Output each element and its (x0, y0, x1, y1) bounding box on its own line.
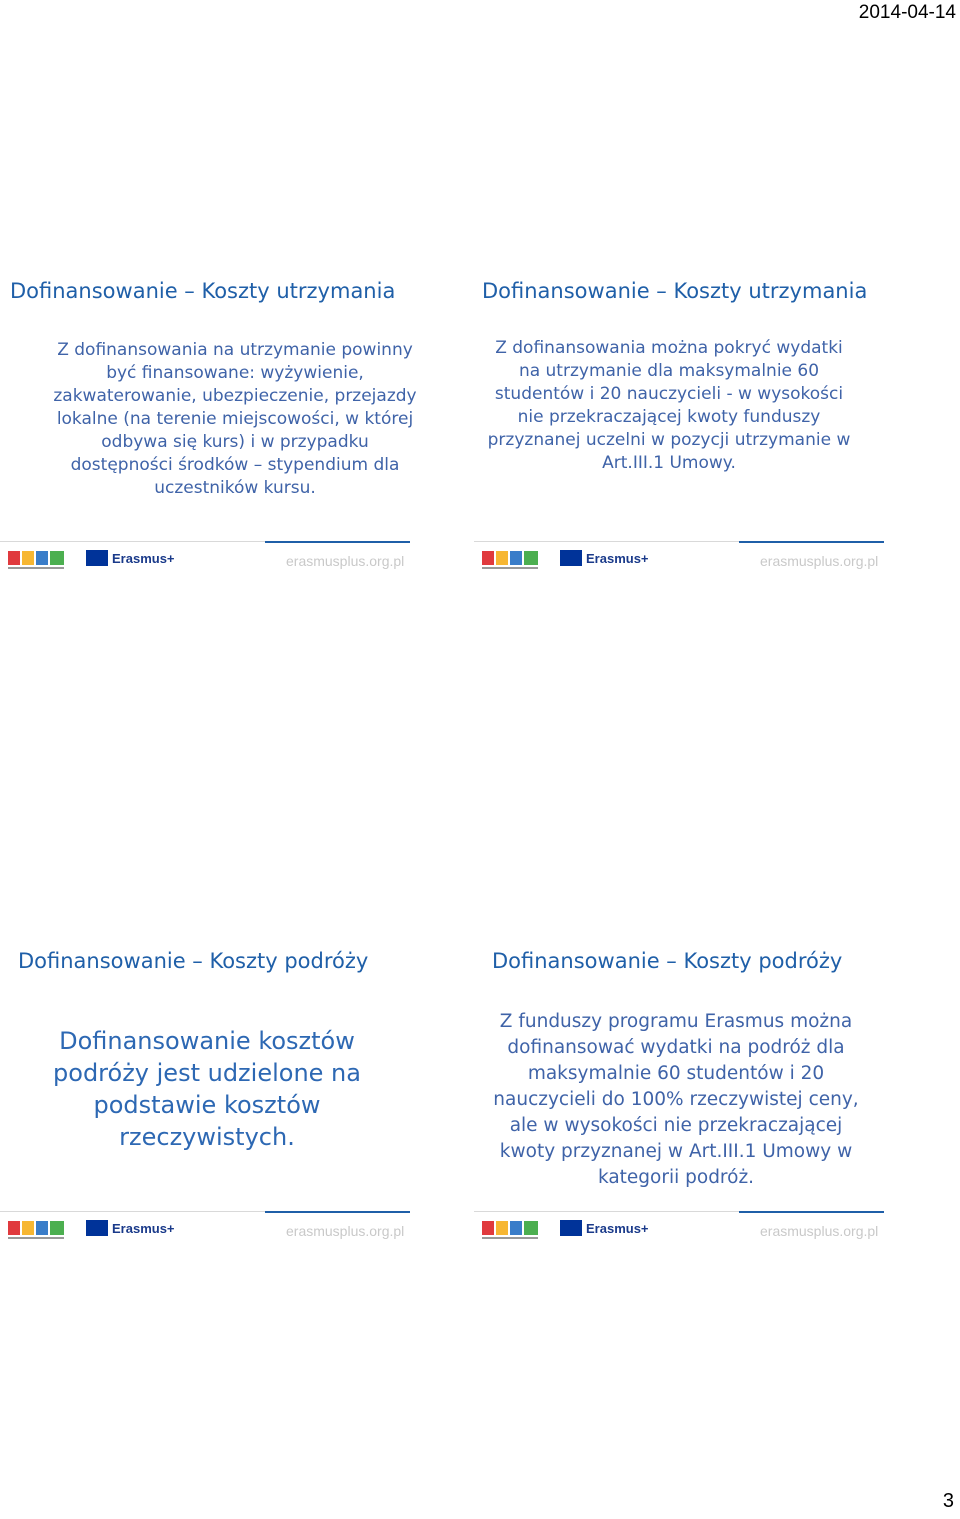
erasmus-logo: Erasmus+ (586, 1221, 649, 1236)
slide-title: Dofinansowanie – Koszty podróży (18, 949, 369, 973)
site-url: erasmusplus.org.pl (286, 1223, 405, 1239)
slide-footer (474, 541, 944, 575)
frse-logo-icon (482, 549, 540, 571)
eu-flag-icon (86, 1220, 108, 1236)
slide-footer (0, 1211, 470, 1245)
erasmus-logo: Erasmus+ (112, 551, 175, 566)
site-url: erasmusplus.org.pl (760, 553, 879, 569)
footer-divider-accent (739, 1211, 884, 1213)
slide-title: Dofinansowanie – Koszty podróży (492, 949, 843, 973)
erasmus-logo: Erasmus+ (112, 1221, 175, 1236)
frse-logo-icon (8, 1219, 66, 1241)
slide-3 (0, 949, 470, 1289)
frse-logo-icon (482, 1219, 540, 1241)
slide-title: Dofinansowanie – Koszty utrzymania (482, 279, 868, 303)
eu-flag-icon (560, 1220, 582, 1236)
slide-footer (0, 541, 470, 575)
slide-body: Z funduszy programu Erasmus można dofinansować wydatki na podróż dla maksymalnie 60 studentów i 20 nauczycieli do 100% rzeczywistej ceny, ale w wysokości nie przekraczającej kwoty przyznanej w Art.III.1 Umowy w kategorii podróż. (493, 1011, 859, 1188)
page-date: 2014-04-14 (858, 2, 956, 23)
footer-divider-accent (739, 541, 884, 543)
slide-2 (474, 279, 944, 619)
footer-divider-accent (265, 1211, 410, 1213)
slide-body: Z dofinansowania na utrzymanie powinny być finansowane: wyżywienie, zakwaterowanie, ubezpieczenie, przejazdy lokalne (na terenie miejscowości, w której odbywa się kurs) i w przypadku dostępności środków – stypendium dla uczestników kursu. (53, 340, 417, 498)
slide-footer (474, 1211, 944, 1245)
footer-divider-accent (265, 541, 410, 543)
erasmus-logo: Erasmus+ (586, 551, 649, 566)
eu-flag-icon (560, 550, 582, 566)
site-url: erasmusplus.org.pl (286, 553, 405, 569)
slide-body: Dofinansowanie kosztów podróży jest udzielone na podstawie kosztów rzeczywistych. (53, 1027, 361, 1151)
slide-body: Z dofinansowania można pokryć wydatki na utrzymanie dla maksymalnie 60 studentów i 20 nauczycieli - w wysokości nie przekraczającej kwoty funduszy przyznanej uczelni w pozycji utrzymanie w Art.III.1 Umowy. (487, 338, 851, 473)
site-url: erasmusplus.org.pl (760, 1223, 879, 1239)
frse-logo-icon (8, 549, 66, 571)
eu-flag-icon (86, 550, 108, 566)
slide-4 (474, 949, 944, 1289)
page-number: 3 (942, 1490, 954, 1512)
slide-title: Dofinansowanie – Koszty utrzymania (10, 279, 396, 303)
slide-1 (0, 279, 470, 619)
